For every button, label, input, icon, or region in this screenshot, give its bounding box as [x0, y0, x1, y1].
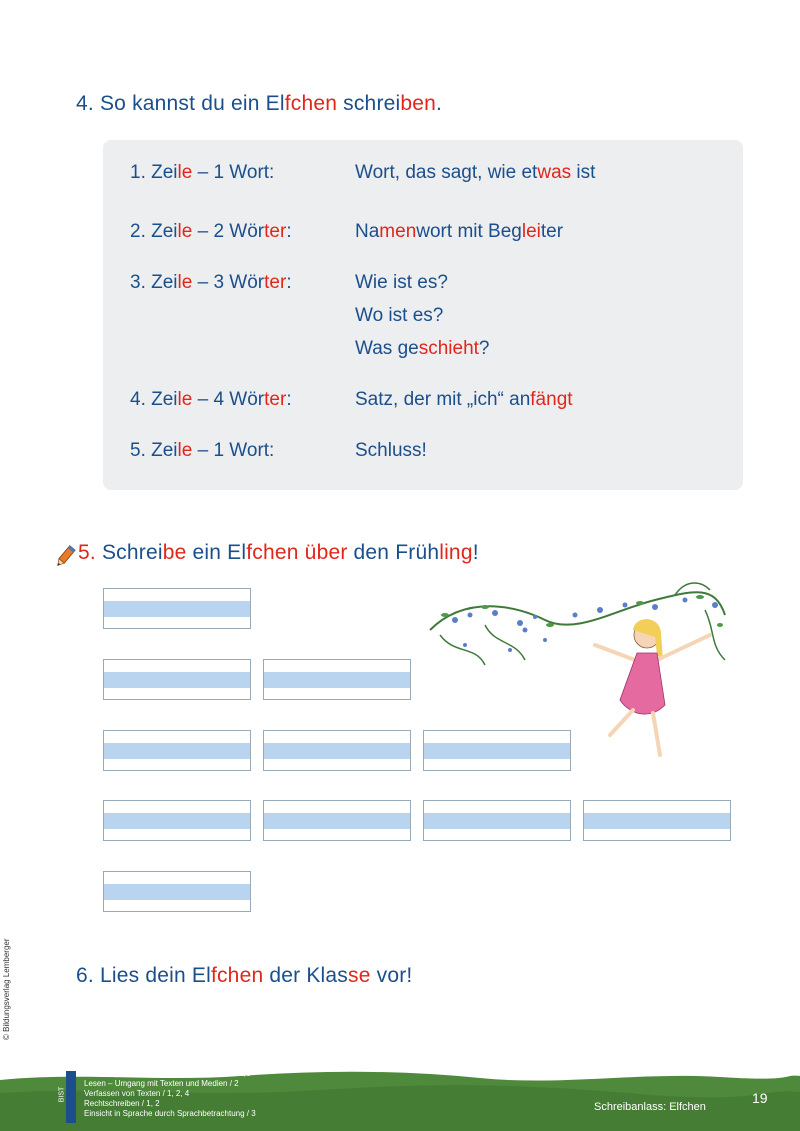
competence-item: Lesen – Umgang mit Texten und Medien / 2	[84, 1079, 239, 1088]
writing-line-row-2-word-1[interactable]	[103, 659, 251, 700]
task-6-number: 6.	[76, 964, 94, 987]
rule-4-description: Satz, der mit „ich“ anfängt	[355, 389, 573, 410]
competence-item: Verfassen von Texten / 1, 2, 4	[84, 1089, 190, 1098]
writing-line-row-5-word-1[interactable]	[103, 871, 251, 912]
competence-item: Einsicht in Sprache durch Sprachbetrachtung / 3	[84, 1109, 256, 1118]
pencil-icon	[52, 543, 78, 569]
rule-5-label: 5. Zeile – 1 Wort:	[130, 440, 275, 461]
rule-1-description: Wort, das sagt, wie etwas ist	[355, 162, 596, 183]
writing-line-row-1-word-1[interactable]	[103, 588, 251, 629]
task-4-heading	[76, 92, 442, 116]
girl-with-flower-garland-illustration	[425, 575, 745, 775]
rule-3-description-line-2: Wo ist es?	[355, 305, 444, 326]
rule-3-label: 3. Zeile – 3 Wörter:	[130, 272, 292, 293]
writing-line-row-4-word-1[interactable]	[103, 800, 251, 841]
writing-line-row-4-word-4[interactable]	[583, 800, 731, 841]
rule-3-description-line-3: Was geschieht?	[355, 338, 490, 359]
task-6-heading	[76, 964, 412, 988]
rule-5-description: Schluss!	[355, 440, 427, 461]
competence-list	[84, 1069, 256, 1119]
task-4-text: So kannst du ein Elfchen schreiben.	[99, 92, 443, 115]
writing-line-row-4-word-2[interactable]	[263, 800, 411, 841]
rule-2-description: Namenwort mit Begleiter	[355, 221, 564, 242]
task-4-number: 4.	[76, 92, 94, 115]
writing-line-row-3-word-2[interactable]	[263, 730, 411, 771]
rule-1-label: 1. Zeile – 1 Wort:	[130, 162, 275, 183]
task-5-number: 5.	[78, 541, 96, 564]
page-number: 19	[752, 1090, 768, 1106]
competence-item: Hören, Sprechen und Miteinander- Reden / 1,6	[84, 1069, 251, 1078]
writing-line-row-2-word-2[interactable]	[263, 659, 411, 700]
rule-3-description-line-1: Wie ist es?	[355, 272, 448, 293]
task-6-text: Lies dein Elfchen der Klasse vor!	[99, 964, 413, 987]
copyright-notice: © Bildungsverlag Lemberger	[2, 938, 11, 1040]
rule-4-label: 4. Zeile – 4 Wörter:	[130, 389, 292, 410]
footer-title: Schreibanlass: Elfchen	[594, 1101, 706, 1113]
bist-badge: BIST	[66, 1071, 76, 1123]
competence-item: Rechtschreiben / 1, 2	[84, 1099, 160, 1108]
writing-line-row-3-word-1[interactable]	[103, 730, 251, 771]
rule-2-label: 2. Zeile – 2 Wörter:	[130, 221, 292, 242]
task-5-text: Schreibe ein Elfchen über den Frühling!	[101, 541, 479, 564]
writing-line-row-4-word-3[interactable]	[423, 800, 571, 841]
task-5-heading	[78, 541, 479, 565]
